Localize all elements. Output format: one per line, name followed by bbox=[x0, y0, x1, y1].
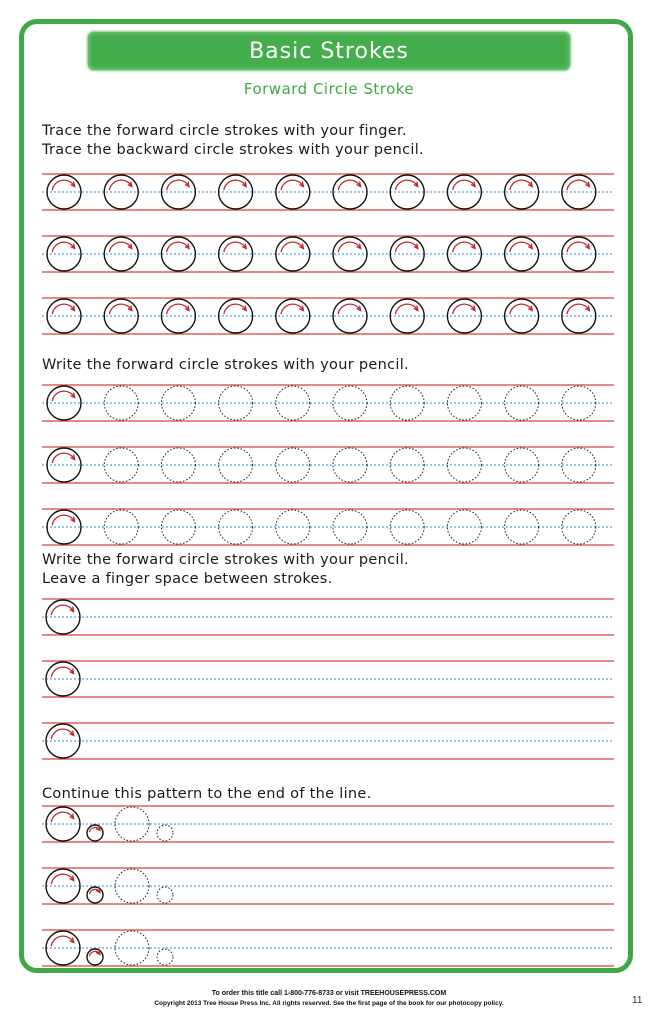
dotted-circle bbox=[157, 887, 173, 903]
instruction-line: Trace the forward circle strokes with your finger. bbox=[42, 123, 407, 139]
dotted-circle bbox=[157, 949, 173, 965]
instruction-line: Trace the backward circle strokes with your pencil. bbox=[42, 142, 424, 158]
page-title: Basic Strokes bbox=[249, 38, 409, 64]
dotted-circle bbox=[447, 386, 481, 420]
dotted-circle bbox=[447, 510, 481, 544]
page-subtitle: Forward Circle Stroke bbox=[243, 80, 415, 98]
instruction-line: Write the forward circle strokes with your pencil. bbox=[42, 552, 409, 568]
copyright-notice: Copyright 2013 Tree House Press Inc. All rights reserved. See the first page of the book for our photocopy policy. bbox=[154, 1000, 504, 1007]
instruction-line: Leave a finger space between strokes. bbox=[42, 571, 333, 587]
order-info: To order this title call 1-800-776-8733 or visit TREEHOUSEPRESS.COM bbox=[211, 990, 447, 997]
dotted-circle bbox=[276, 448, 310, 482]
dotted-circle bbox=[104, 510, 138, 544]
dotted-circle bbox=[157, 825, 173, 841]
dotted-circle bbox=[276, 510, 310, 544]
instruction-line: Write the forward circle strokes with your pencil. bbox=[42, 357, 409, 373]
page-number: 11 bbox=[632, 995, 643, 1006]
dotted-circle bbox=[505, 510, 539, 544]
dotted-circle bbox=[505, 448, 539, 482]
dotted-circle bbox=[104, 448, 138, 482]
dotted-circle bbox=[447, 448, 481, 482]
instruction-line: Continue this pattern to the end of the line. bbox=[42, 786, 372, 802]
dotted-circle bbox=[505, 386, 539, 420]
dotted-circle bbox=[104, 386, 138, 420]
dotted-circle bbox=[276, 386, 310, 420]
